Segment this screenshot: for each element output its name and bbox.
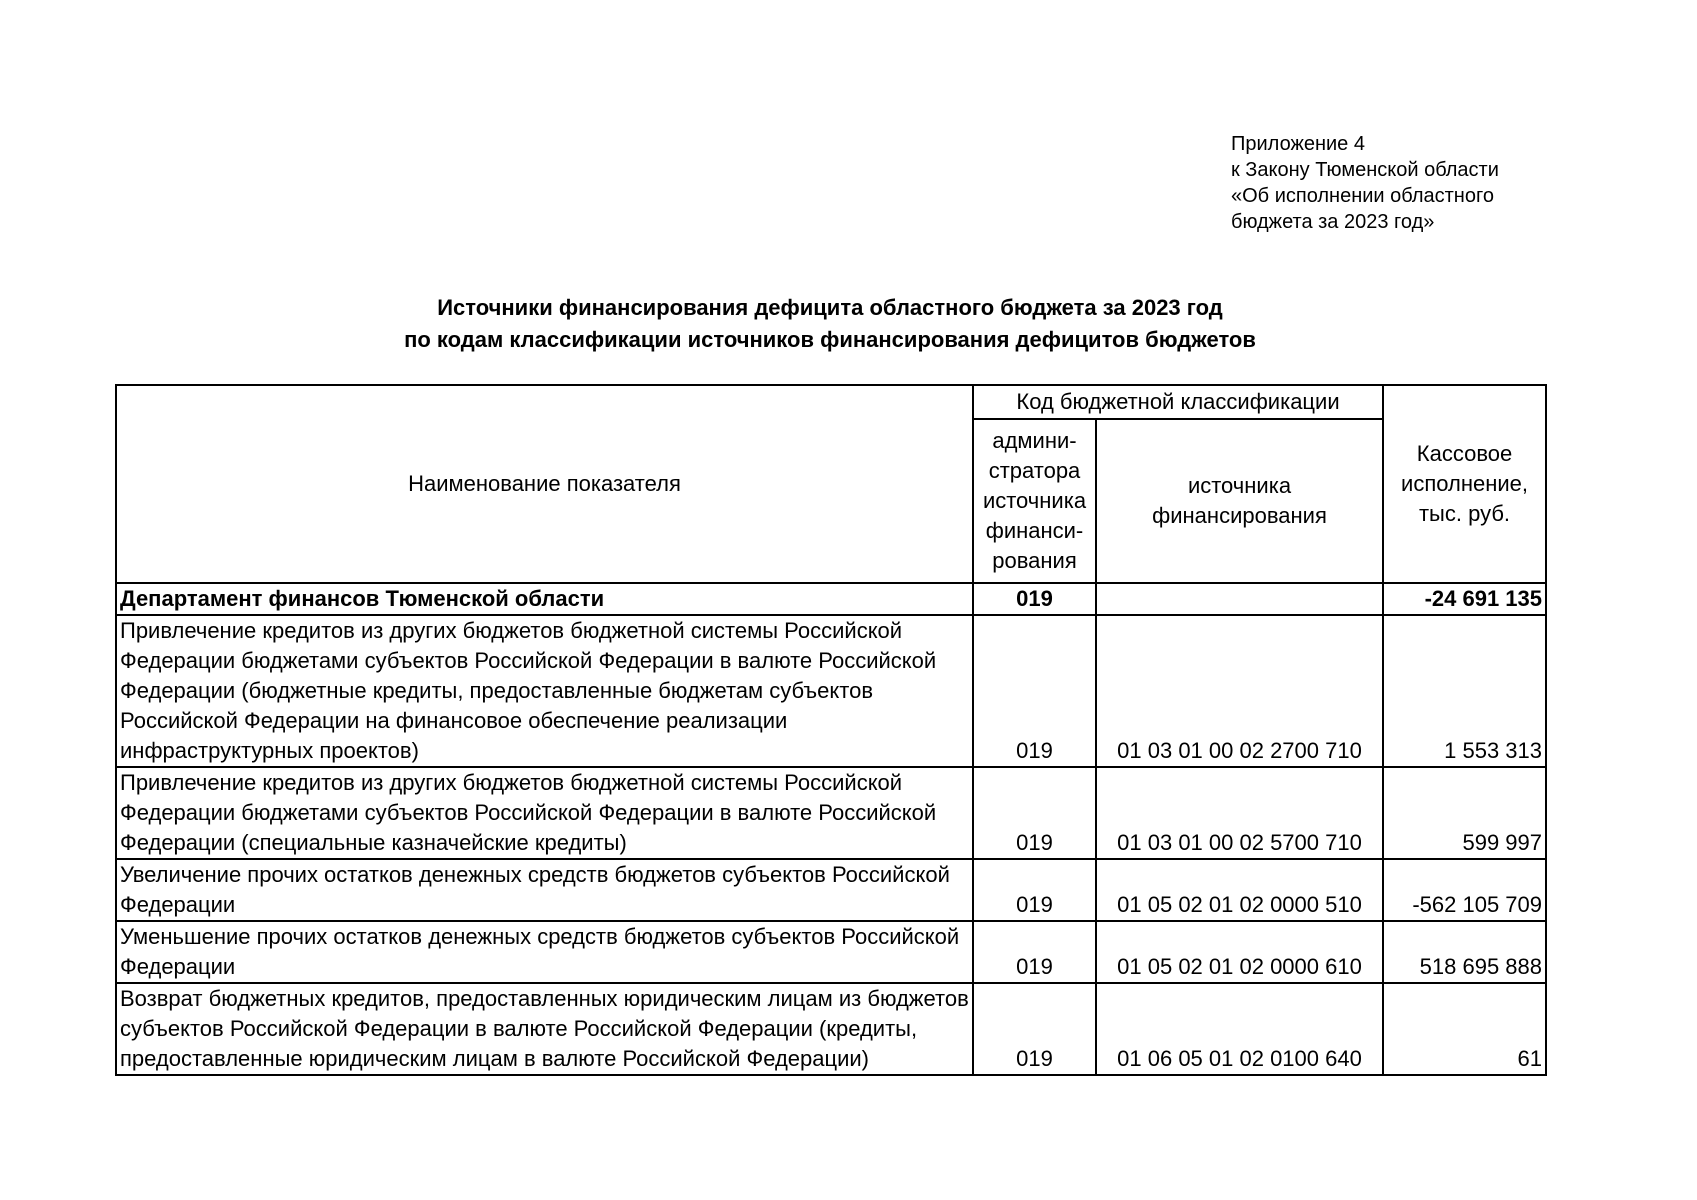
row-amount: -562 105 709 — [1383, 859, 1546, 921]
row-admin-code: 019 — [973, 921, 1096, 983]
title-line-2: по кодам классификации источников финансирования дефицитов бюджетов — [404, 327, 1256, 352]
row-name: Уменьшение прочих остатков денежных средств бюджетов субъектов Российской Федерации — [116, 921, 973, 983]
title-line-1: Источники финансирования дефицита областного бюджета за 2023 год — [437, 295, 1223, 320]
row-amount: -24 691 135 — [1383, 583, 1546, 615]
appendix-note — [1231, 131, 1499, 235]
row-name: Возврат бюджетных кредитов, предоставленных юридическим лицам из бюджетов субъектов Российской Федерации в валюте Российской Федерации (кредиты, предоставленные юридическим лицам в валюте Российской Федерации) — [116, 983, 973, 1075]
appendix-line: бюджета за 2023 год» — [1231, 211, 1435, 233]
table-row — [116, 921, 1546, 983]
row-name: Привлечение кредитов из других бюджетов бюджетной системы Российской Федерации бюджетами субъектов Российской Федерации в валюте Российской Федерации (специальные казначейские кредиты) — [116, 767, 973, 859]
row-admin-code: 019 — [973, 615, 1096, 767]
row-admin-code: 019 — [973, 983, 1096, 1075]
table-row — [116, 767, 1546, 859]
row-source-code: 01 06 05 01 02 0100 640 — [1096, 983, 1383, 1075]
header-admin-line: рования — [992, 548, 1077, 573]
document-title — [115, 292, 1545, 356]
table-row — [116, 983, 1546, 1075]
header-row — [116, 385, 1546, 419]
header-amount: Кассовое исполнение, тыс. руб. — [1383, 385, 1546, 583]
header-admin-line: стратора — [988, 458, 1081, 483]
header-admin-line: админи- — [992, 428, 1077, 453]
row-source-code — [1096, 583, 1383, 615]
table-row — [116, 859, 1546, 921]
row-name: Привлечение кредитов из других бюджетов бюджетной системы Российской Федерации бюджетами субъектов Российской Федерации в валюте Российской Федерации (бюджетные кредиты, предоставленные бюджетам субъектов Российской Федерации на финансовое обеспечение реализации инфраструктурных проектов) — [116, 615, 973, 767]
row-admin-code: 019 — [973, 859, 1096, 921]
row-source-code: 01 03 01 00 02 2700 710 — [1096, 615, 1383, 767]
table-row — [116, 615, 1546, 767]
appendix-line: «Об исполнении областного — [1231, 185, 1494, 207]
row-amount: 61 — [1383, 983, 1546, 1075]
table-row-department — [116, 583, 1546, 615]
appendix-line: Приложение 4 — [1231, 133, 1365, 155]
row-amount: 518 695 888 — [1383, 921, 1546, 983]
appendix-line: к Закону Тюменской области — [1231, 159, 1499, 181]
header-name: Наименование показателя — [116, 385, 973, 583]
financing-sources-table — [115, 384, 1547, 1076]
row-admin-code: 019 — [973, 767, 1096, 859]
row-name: Увеличение прочих остатков денежных средств бюджетов субъектов Российской Федерации — [116, 859, 973, 921]
row-name: Департамент финансов Тюменской области — [116, 583, 973, 615]
header-admin — [973, 419, 1096, 583]
row-source-code: 01 05 02 01 02 0000 610 — [1096, 921, 1383, 983]
row-source-code: 01 05 02 01 02 0000 510 — [1096, 859, 1383, 921]
header-code-group: Код бюджетной классификации — [973, 385, 1383, 419]
row-amount: 1 553 313 — [1383, 615, 1546, 767]
header-admin-line: финанси- — [985, 518, 1084, 543]
row-admin-code: 019 — [973, 583, 1096, 615]
header-source: источника финансирования — [1096, 419, 1383, 583]
header-admin-line: источника — [982, 488, 1087, 513]
row-amount: 599 997 — [1383, 767, 1546, 859]
row-source-code: 01 03 01 00 02 5700 710 — [1096, 767, 1383, 859]
